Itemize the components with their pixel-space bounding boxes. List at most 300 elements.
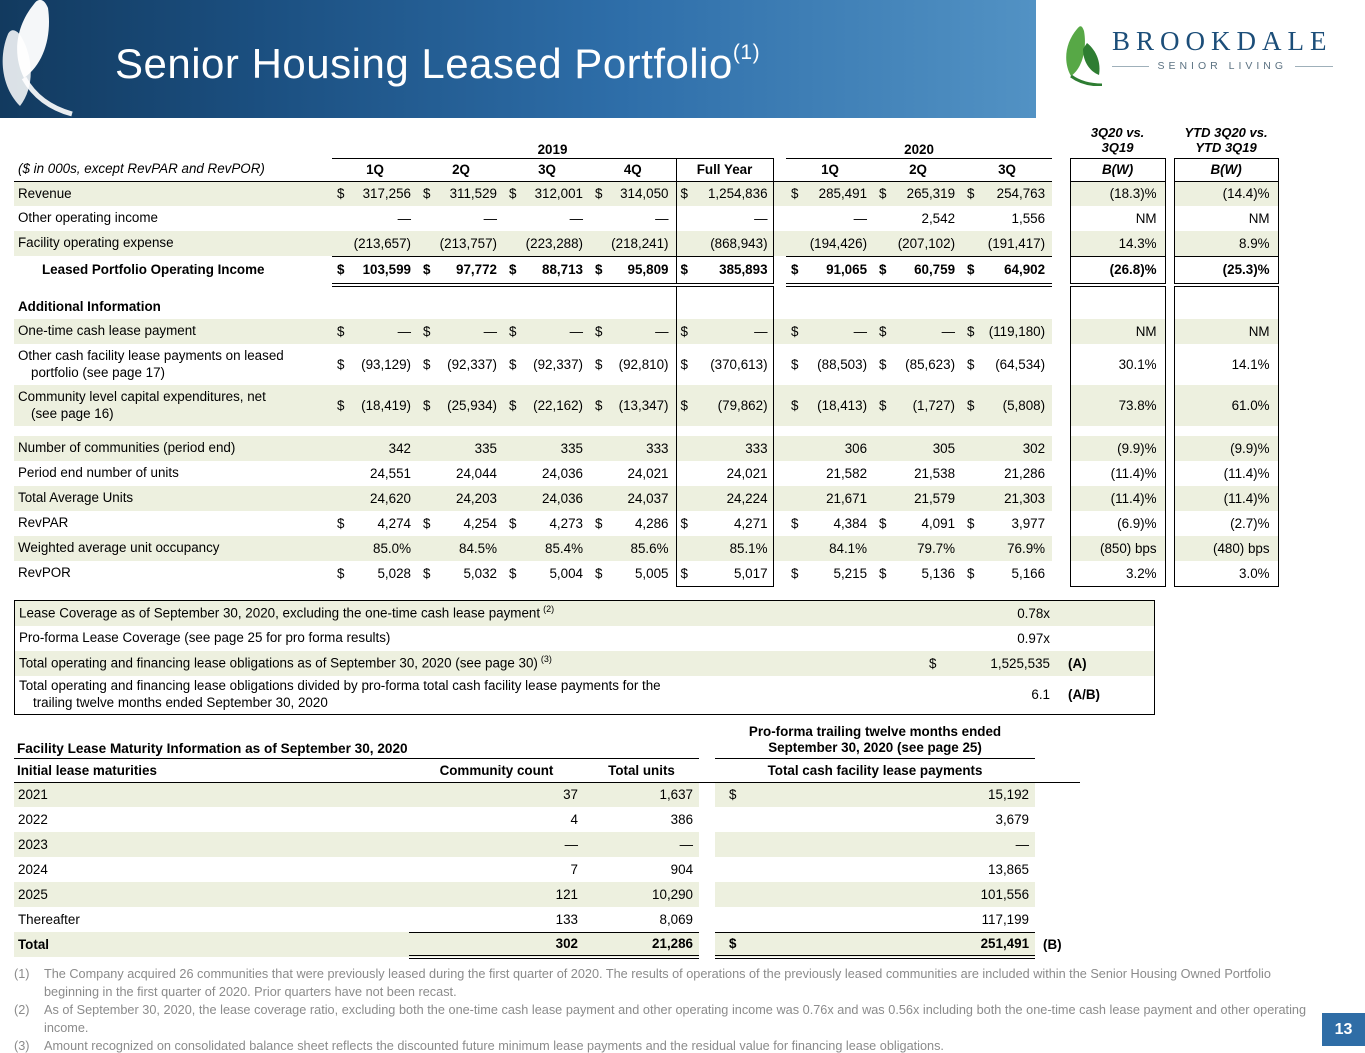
- value-cell: [1174, 206, 1278, 231]
- value-cell: [504, 256, 590, 285]
- value-cell: [1070, 295, 1165, 319]
- value-cell: [590, 344, 676, 385]
- vs-3q-line1: 3Q20 vs.: [1090, 124, 1145, 140]
- cell-number: (18,419): [361, 398, 411, 413]
- spacer-cell: [773, 344, 786, 385]
- currency-symbol: $: [337, 516, 345, 531]
- maturity-row-label: Thereafter: [18, 912, 80, 927]
- value-cell: [504, 231, 590, 256]
- value-cell: [962, 319, 1052, 344]
- table-row: [14, 256, 1278, 285]
- value-cell: [1070, 231, 1165, 256]
- cell-number: 95,809: [627, 262, 669, 278]
- cell-number: (11.4)%: [1110, 466, 1157, 481]
- cell-number: 1,556: [1011, 211, 1046, 226]
- logo-rule-left: [1112, 66, 1149, 67]
- spacer-cell: [699, 782, 715, 807]
- total-units-cell: 10,290: [584, 882, 699, 907]
- cell-number: 0.78x: [1017, 606, 1050, 621]
- vs-ytd-line2: YTD 3Q19: [1195, 139, 1257, 155]
- cell-number: 333: [745, 441, 768, 456]
- spacer-cell: [1052, 181, 1070, 206]
- cell-number: (92,337): [447, 357, 497, 372]
- value-cell: [332, 256, 418, 285]
- value-cell: [590, 511, 676, 536]
- value-cell: [1174, 561, 1278, 586]
- cell-number: 21,538: [914, 466, 956, 481]
- page-title-text: Senior Housing Leased Portfolio: [115, 40, 733, 87]
- spacer-cell: [773, 486, 786, 511]
- maturity-row: [14, 882, 1080, 907]
- lease-payments-cell: [715, 807, 1035, 832]
- cell-number: 3,679: [995, 812, 1030, 827]
- value-cell: [1070, 426, 1165, 436]
- value-cell: [1174, 385, 1278, 426]
- lease-payments-cell: [715, 907, 1035, 932]
- value-cell: [676, 536, 773, 561]
- table-row: [14, 385, 1278, 426]
- value-cell: [962, 231, 1052, 256]
- currency-symbol: $: [337, 262, 345, 278]
- value-cell: [786, 181, 874, 206]
- value-cell: [504, 206, 590, 231]
- spacer-cell: [1165, 536, 1174, 561]
- value-cell: [676, 511, 773, 536]
- value-cell: [504, 285, 590, 295]
- spacer-cell: [1165, 181, 1174, 206]
- cell-number: 5,004: [549, 566, 583, 581]
- spacer-cell: [1165, 486, 1174, 511]
- cell-number: 24,037: [627, 491, 669, 506]
- cell-number: —: [569, 324, 583, 339]
- currency-symbol: $: [423, 262, 431, 278]
- total-units-cell: 8,069: [659, 911, 694, 927]
- cell-number: (9.9)%: [1117, 441, 1157, 456]
- spacer-cell: [773, 436, 786, 461]
- coverage-label: Pro-forma Lease Coverage (see page 25 for pro forma results): [19, 630, 391, 646]
- value-cell: [418, 344, 504, 385]
- value-cell: [874, 385, 962, 426]
- value-cell: [676, 206, 773, 231]
- cell-number: (22,162): [533, 398, 583, 413]
- value-cell: [1070, 319, 1165, 344]
- brookdale-leaf-icon: [1058, 26, 1104, 86]
- value-cell: [676, 256, 773, 285]
- total-units-cell: 904: [670, 862, 694, 877]
- value-cell: [504, 319, 590, 344]
- value-cell: [676, 344, 773, 385]
- cell-number: (18,413): [817, 398, 868, 413]
- section-header-row: [14, 295, 1278, 319]
- cell-number: 14.1%: [1231, 357, 1270, 372]
- value-cell: [332, 461, 418, 486]
- total-units-cell: —: [584, 832, 699, 857]
- spacer-row: [14, 426, 1278, 436]
- total-units-cell: 386: [670, 812, 694, 827]
- value-cell: [1174, 426, 1278, 436]
- value-cell: [590, 181, 676, 206]
- cell-number: 101,556: [980, 887, 1030, 902]
- cell-number: —: [941, 324, 956, 339]
- row-label: Other cash facility lease payments on leased portfolio (see page 17): [18, 348, 284, 380]
- value-cell: [332, 295, 418, 319]
- value-cell: [1174, 536, 1278, 561]
- value-cell: [786, 285, 874, 295]
- coverage-row: [15, 626, 1154, 651]
- value-cell: [418, 536, 504, 561]
- value-cell: [1174, 319, 1278, 344]
- value-cell: [962, 536, 1052, 561]
- row-label: RevPAR: [18, 515, 69, 531]
- maturity-col-community: Community count: [409, 758, 584, 782]
- cell-number: 24,036: [542, 466, 583, 481]
- cell-number: 21,579: [914, 491, 956, 506]
- cell-number: 73.8%: [1118, 398, 1157, 413]
- value-cell: [418, 231, 504, 256]
- spacer-cell: [699, 907, 715, 932]
- cell-number: 1,525,535: [990, 656, 1050, 671]
- cell-number: NM: [1248, 324, 1270, 339]
- maturity-row: [14, 807, 1080, 832]
- row-label: Total Average Units: [14, 486, 332, 511]
- brookdale-logo-subtitle-text: SENIOR LIVING: [1157, 60, 1288, 72]
- currency-symbol: $: [879, 566, 887, 581]
- cell-number: 85.0%: [373, 541, 411, 556]
- value-cell: [962, 436, 1052, 461]
- value-cell: [786, 461, 874, 486]
- coverage-label: Total operating and financing lease obligations divided by pro-forma total cash facility lease payments for the trailing twelve months ended September 30, 2020: [19, 678, 661, 710]
- cell-number: (6.9)%: [1117, 516, 1157, 531]
- empty-cell: [14, 122, 332, 158]
- value-cell: [676, 486, 773, 511]
- cell-number: —: [754, 211, 768, 226]
- table-row: [14, 461, 1278, 486]
- cell-number: 24,036: [542, 491, 583, 506]
- value-cell: [418, 426, 504, 436]
- row-label: Other operating income: [18, 210, 158, 226]
- currency-symbol: $: [423, 324, 431, 339]
- row-label: [14, 285, 332, 295]
- value-cell: [1070, 511, 1165, 536]
- cell-number: 342: [388, 441, 411, 456]
- maturity-title-row: [14, 722, 1080, 758]
- cell-number: 117,199: [981, 911, 1030, 927]
- value-cell: [590, 285, 676, 295]
- value-cell: [874, 206, 962, 231]
- spacer-cell: [773, 426, 786, 436]
- value-cell: [874, 511, 962, 536]
- cell-number: 2,542: [921, 211, 956, 226]
- cell-number: 4,384: [833, 516, 868, 531]
- currency-symbol: $: [967, 516, 975, 531]
- cell-number: (2.7)%: [1230, 516, 1270, 531]
- value-cell: [590, 436, 676, 461]
- maturity-tag: [1035, 782, 1080, 807]
- spacer-cell: [1165, 231, 1174, 256]
- value-cell: [1070, 385, 1165, 426]
- cell-number: (5,808): [1002, 398, 1046, 413]
- value-cell: [332, 206, 418, 231]
- spacer-cell: [1052, 256, 1070, 285]
- cell-number: (92,810): [618, 357, 669, 372]
- value-cell: [1070, 486, 1165, 511]
- vs-3q-header: [1070, 122, 1165, 158]
- cell-number: (85,623): [905, 357, 956, 372]
- cell-number: 3.0%: [1239, 565, 1270, 581]
- value-cell: [962, 344, 1052, 385]
- row-label: Weighted average unit occupancy: [14, 536, 332, 561]
- value-cell: [1070, 285, 1165, 295]
- currency-symbol: $: [879, 357, 887, 372]
- lease-payments-cell: [715, 882, 1035, 907]
- spacer-cell: [1052, 231, 1070, 256]
- cell-number: 317,256: [362, 186, 411, 202]
- cell-number: 21,286: [1004, 466, 1046, 481]
- spacer-cell: [1052, 561, 1070, 586]
- currency-symbol: $: [680, 565, 688, 581]
- coverage-row: [15, 676, 1154, 714]
- cell-number: 85.1%: [729, 541, 768, 556]
- value-cell: [1070, 536, 1165, 561]
- value-cell: [1070, 461, 1165, 486]
- currency-symbol: $: [509, 357, 517, 372]
- community-count-cell: —: [409, 832, 584, 857]
- table-row: [14, 231, 1278, 256]
- maturity-right-title-line2: September 30, 2020 (see page 25): [768, 739, 982, 755]
- value-cell: [504, 511, 590, 536]
- cell-number: 8.9%: [1239, 235, 1270, 251]
- spacer-cell: [1165, 295, 1174, 319]
- spacer-cell: [773, 461, 786, 486]
- value-cell: [418, 285, 504, 295]
- value-cell: [874, 319, 962, 344]
- cell-number: (11.4)%: [1223, 491, 1270, 506]
- coverage-row: [15, 651, 1154, 676]
- spacer-cell: [1165, 436, 1174, 461]
- spacer-cell: [773, 256, 786, 285]
- value-cell: [504, 295, 590, 319]
- value-cell: [590, 561, 676, 586]
- currency-symbol: $: [509, 566, 517, 581]
- cell-number: 5,136: [921, 566, 956, 581]
- cell-number: —: [655, 211, 669, 226]
- value-cell: [1174, 486, 1278, 511]
- col-header-1q-2020: 1Q: [786, 158, 874, 181]
- maturity-row-label: 2024: [18, 862, 48, 877]
- cell-number: 251,491: [980, 936, 1030, 952]
- value-cell: [1070, 256, 1165, 285]
- cell-number: —: [754, 324, 768, 339]
- value-cell: [1070, 436, 1165, 461]
- value-cell: [504, 486, 590, 511]
- cell-number: 302: [1022, 441, 1046, 456]
- value-cell: [332, 344, 418, 385]
- footnote-number: (3): [14, 1039, 30, 1053]
- cell-number: 0.97x: [1017, 631, 1050, 646]
- currency-symbol: $: [680, 398, 688, 413]
- maturity-tag: [1035, 807, 1080, 832]
- coverage-row: [15, 601, 1154, 626]
- cell-number: 61.0%: [1231, 398, 1270, 413]
- currency-symbol: $: [337, 566, 345, 581]
- value-cell: [786, 206, 874, 231]
- value-cell: [676, 285, 773, 295]
- spacer-cell: [773, 511, 786, 536]
- cell-number: (850) bps: [1099, 541, 1157, 556]
- cell-number: 97,772: [456, 262, 497, 278]
- value-cell: [1070, 561, 1165, 586]
- spacer-cell: [773, 561, 786, 586]
- value-cell: [1174, 436, 1278, 461]
- cell-number: (868,943): [710, 235, 768, 251]
- cell-number: 312,001: [534, 186, 583, 202]
- cell-number: NM: [1135, 324, 1157, 339]
- currency-symbol: $: [680, 357, 688, 372]
- spacer-cell: [1052, 461, 1070, 486]
- value-cell: [1174, 295, 1278, 319]
- currency-symbol: $: [879, 516, 887, 531]
- value-cell: [418, 385, 504, 426]
- cell-number: (11.4)%: [1223, 466, 1270, 481]
- currency-symbol: $: [791, 324, 799, 339]
- cell-number: 285,491: [818, 186, 868, 202]
- cell-number: 254,763: [996, 186, 1046, 202]
- spacer-cell: [699, 807, 715, 832]
- value-cell: [676, 295, 773, 319]
- currency-symbol: $: [509, 398, 517, 413]
- spacer-cell: [773, 231, 786, 256]
- cell-number: 5,017: [734, 565, 768, 581]
- cell-number: (9.9)%: [1230, 441, 1270, 456]
- value-cell: [962, 511, 1052, 536]
- value-cell: [418, 319, 504, 344]
- spacer-cell: [1165, 385, 1174, 426]
- cell-number: 64,902: [1004, 262, 1046, 278]
- cell-number: 5,005: [634, 566, 669, 581]
- currency-symbol: $: [509, 186, 517, 202]
- spacer-cell: [1052, 344, 1070, 385]
- value-cell: [332, 561, 418, 586]
- cell-number: (218,241): [611, 235, 669, 251]
- cell-number: 79.7%: [917, 541, 956, 556]
- value-cell: [590, 486, 676, 511]
- value-cell: [874, 295, 962, 319]
- value-cell: [418, 436, 504, 461]
- spacer-cell: [699, 722, 715, 758]
- logo-rule-right: [1295, 66, 1332, 67]
- spacer-cell: [773, 385, 786, 426]
- community-count-cell: 121: [409, 882, 584, 907]
- cell-number: (191,417): [987, 235, 1046, 251]
- value-cell: [874, 436, 962, 461]
- value-cell: [962, 486, 1052, 511]
- spacer-cell: [773, 122, 786, 158]
- cell-number: 14.3%: [1118, 235, 1157, 251]
- lease-payments-cell: [715, 857, 1035, 882]
- value-cell: [962, 181, 1052, 206]
- vs-3q-line2: 3Q19: [1101, 139, 1134, 155]
- currency-symbol: $: [879, 186, 887, 202]
- value-cell: [332, 231, 418, 256]
- value-cell: [590, 385, 676, 426]
- footnote-text: The Company acquired 26 communities that were previously leased during the first quarter of 2020. The results of operations of the previously leased communities are included within the Senior Housing Owned Portfolio beginning in the first quarter of 2020. Prior quarters have not been recast.: [44, 967, 1271, 999]
- value-cell: [504, 426, 590, 436]
- maturity-col-payments: Total cash facility lease payments: [715, 758, 1035, 782]
- cell-number: 5,028: [377, 566, 411, 581]
- cell-number: 21,671: [826, 491, 868, 506]
- cell-number: —: [853, 211, 868, 226]
- value-cell: [332, 426, 418, 436]
- currency-symbol: $: [791, 357, 799, 372]
- col-header-2q-2019: 2Q: [418, 158, 504, 181]
- footnote: [14, 1002, 1306, 1037]
- cell-number: (64,534): [995, 357, 1046, 372]
- value-cell: [786, 426, 874, 436]
- footnotes: [14, 966, 1306, 1053]
- cell-number: —: [569, 211, 583, 226]
- cell-number: —: [853, 324, 868, 339]
- brookdale-logo-text: [1112, 26, 1333, 72]
- cell-number: 305: [932, 441, 956, 456]
- currency-symbol: $: [791, 398, 799, 413]
- value-cell: [874, 426, 962, 436]
- cell-number: 85.4%: [545, 541, 583, 556]
- maturity-row: [14, 907, 1080, 932]
- value-cell: [504, 461, 590, 486]
- value-cell: [676, 181, 773, 206]
- value-cell: [590, 295, 676, 319]
- currency-symbol: $: [680, 262, 688, 278]
- vs-ytd-line1: YTD 3Q20 vs.: [1184, 124, 1268, 140]
- value-cell: [874, 561, 962, 586]
- value-cell: [962, 256, 1052, 285]
- value-cell: [676, 561, 773, 586]
- value-cell: [418, 486, 504, 511]
- lease-payments-cell: [715, 782, 1035, 807]
- value-cell: [786, 385, 874, 426]
- currency-symbol: $: [929, 656, 937, 671]
- spacer-cell: [1052, 536, 1070, 561]
- cell-number: 4,254: [463, 516, 497, 531]
- col-header-1q-2019: 1Q: [332, 158, 418, 181]
- spacer-cell: [699, 758, 715, 782]
- spacer-row: [14, 285, 1278, 295]
- cell-number: 60,759: [914, 262, 956, 278]
- currency-symbol: $: [791, 516, 799, 531]
- value-cell: [676, 319, 773, 344]
- col-header-2q-2020: 2Q: [874, 158, 962, 181]
- cell-number: 84.1%: [829, 541, 868, 556]
- cell-number: 3,977: [1011, 516, 1046, 531]
- cell-number: 13,865: [988, 862, 1030, 877]
- currency-symbol: $: [791, 566, 799, 581]
- value-cell: [786, 295, 874, 319]
- spacer-cell: [773, 319, 786, 344]
- spacer-cell: [773, 536, 786, 561]
- cell-number: (93,129): [361, 357, 411, 372]
- cell-number: (223,288): [525, 235, 583, 251]
- cell-number: (25,934): [447, 398, 497, 413]
- cell-number: 306: [844, 441, 868, 456]
- spacer-cell: [1165, 319, 1174, 344]
- cell-number: 88,713: [542, 262, 583, 278]
- row-label: RevPOR: [18, 565, 71, 581]
- cell-number: 5,166: [1011, 566, 1046, 581]
- value-cell: [874, 461, 962, 486]
- maturity-row: [14, 857, 1080, 882]
- coverage-tag: (A/B): [1068, 687, 1100, 703]
- spacer-cell: [1052, 385, 1070, 426]
